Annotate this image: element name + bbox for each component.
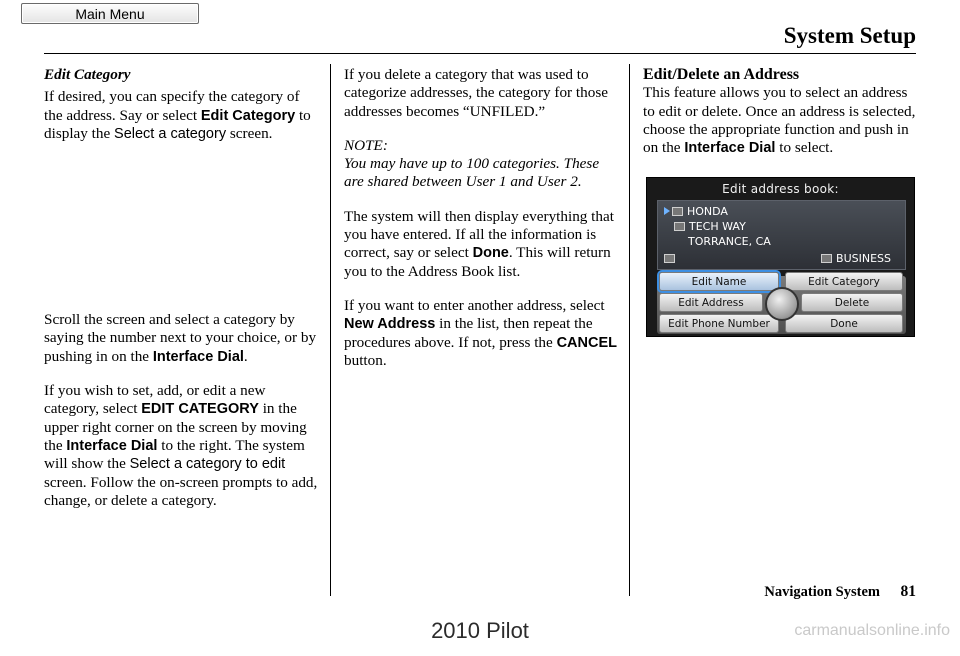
header-rule — [44, 53, 916, 54]
column-divider-1 — [330, 64, 331, 596]
done-button[interactable]: Done — [785, 314, 903, 333]
edit-category-paragraph: If desired, you can specify the category of the address. Say or select Edit Category to display the Select a category screen. — [44, 88, 311, 142]
note-label: NOTE: — [344, 136, 388, 154]
address-city-line: TORRANCE, CA — [688, 235, 771, 248]
edit-name-button[interactable]: Edit Name — [659, 272, 779, 291]
phone-line — [664, 252, 679, 265]
column-2 — [344, 66, 620, 370]
watermark-model: 2010 Pilot — [431, 618, 529, 643]
category-icon — [821, 254, 832, 263]
column-3 — [643, 66, 919, 157]
column-1 — [44, 66, 320, 510]
pointer-arrow-icon — [664, 207, 670, 215]
category-line: BUSINESS — [821, 252, 891, 265]
interface-dial-icon — [765, 287, 799, 321]
edit-delete-heading: Edit/Delete an Address — [643, 66, 800, 83]
footer-book-title: Navigation System — [764, 584, 880, 600]
note-text: You may have up to 100 categories. These are shared between User 1 and User 2. — [344, 155, 600, 191]
address-icon — [674, 222, 685, 231]
address-panel — [657, 200, 906, 270]
section-title: System Setup — [783, 23, 916, 48]
edit-delete-paragraph: This feature allows you to select an address to edit or delete. Once an address is selected, choose the appropriate function and push in on the Interface Dial to select. — [643, 84, 916, 157]
edit-category-button[interactable]: Edit Category — [785, 272, 903, 291]
edit-category-heading: Edit Category — [44, 66, 131, 83]
column-divider-2 — [629, 64, 630, 596]
main-menu-button[interactable]: Main Menu — [21, 3, 199, 24]
edit-address-book-screen — [646, 177, 915, 337]
edit-address-button[interactable]: Edit Address — [659, 293, 763, 312]
new-address-paragraph: If you want to enter another address, select New Address in the list, then repeat the procedures above. If not, press the CANCEL button. — [344, 296, 617, 369]
edit-new-category-paragraph: If you wish to set, add, or edit a new category, select EDIT CATEGORY in the upper right corner on the screen by moving the Interface Dial to the right. The system will show the Select a category to edit screen. Follow the on-screen prompts to add, change, or delete a category. — [44, 382, 318, 509]
edit-phone-number-button[interactable]: Edit Phone Number — [659, 314, 779, 333]
display-paragraph: The system will then display everything that you have entered. If all the information is correct, say or select Done. This will return you to the Address Book list. — [344, 207, 614, 280]
phone-icon — [664, 254, 675, 263]
page-number: 81 — [900, 583, 916, 600]
address-name-line: HONDA — [664, 205, 728, 218]
address-street-line: TECH WAY — [674, 220, 746, 233]
delete-button[interactable]: Delete — [801, 293, 903, 312]
watermark-site: carmanualsonline.info — [794, 622, 950, 639]
screen-title: Edit address book: — [722, 182, 839, 196]
name-icon — [672, 207, 683, 216]
scroll-paragraph: Scroll the screen and select a category by saying the number next to your choice, or by pushing in on the Interface Dial. — [44, 311, 317, 365]
delete-category-paragraph: If you delete a category that was used to categorize addresses, the category for those addresses becomes “UNFILED.” — [344, 66, 608, 120]
